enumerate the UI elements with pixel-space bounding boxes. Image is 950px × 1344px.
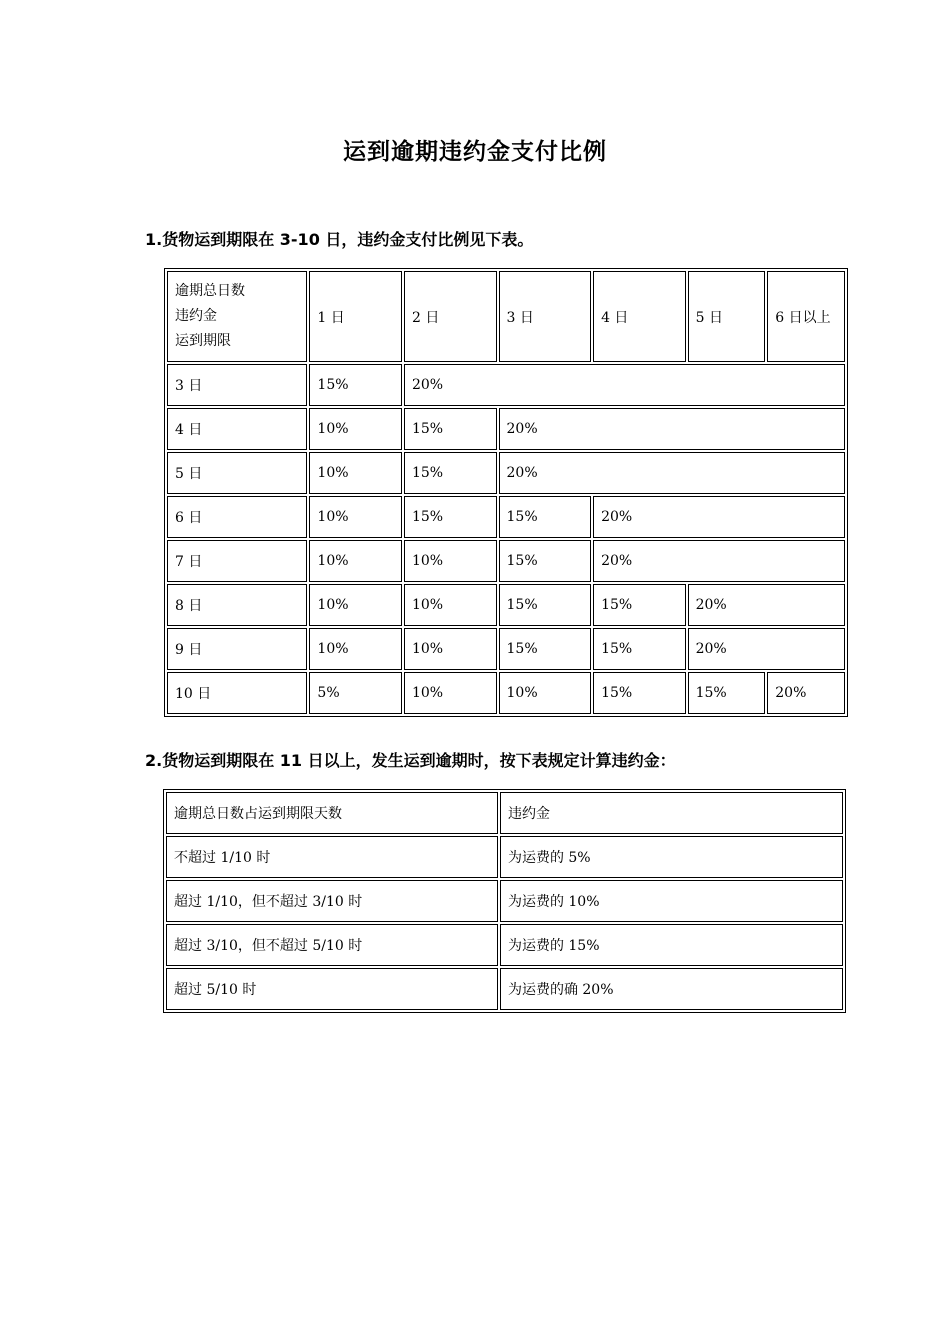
table-cell: 15% [309,364,402,406]
table-cell: 20% [404,364,845,406]
column-header: 6 日以上 [767,271,845,362]
column-header: 4 日 [593,271,686,362]
table-cell: 为运费的 15% [500,924,843,966]
table-row [166,968,843,1010]
row-label: 7 日 [167,540,307,582]
table-cell: 15% [499,540,592,582]
section-1-heading: 1.货物运到期限在 3-10 日，违约金支付比例见下表。 [145,230,534,249]
table-cell: 15% [404,452,497,494]
table-cell: 15% [593,584,686,626]
table-cell: 10% [309,628,402,670]
column-header: 逾期总日数占运到期限天数 [166,792,498,834]
section-2-heading: 2.货物运到期限在 11 日以上，发生运到逾期时，按下表规定计算违约金： [145,751,676,770]
column-header: 5 日 [688,271,766,362]
table-row [167,364,845,406]
table-cell: 15% [499,584,592,626]
table-cell: 5% [309,672,402,714]
row-label: 8 日 [167,584,307,626]
table-cell: 15% [499,628,592,670]
table-cell: 15% [499,496,592,538]
corner-header-delivery-limit: 运到期限 [175,333,231,349]
table-row [167,628,845,670]
table-cell: 15% [593,628,686,670]
table-row [167,408,845,450]
table-cell: 超过 5/10 时 [166,968,498,1010]
table-cell: 20% [767,672,845,714]
corner-header-overdue-days: 逾期总日数 [175,283,245,299]
row-label: 5 日 [167,452,307,494]
table-cell: 15% [688,672,766,714]
column-header: 违约金 [500,792,843,834]
table-cell: 10% [309,584,402,626]
table-cell: 不超过 1/10 时 [166,836,498,878]
row-label: 6 日 [167,496,307,538]
table-cell: 为运费的 5% [500,836,843,878]
table-row [167,452,845,494]
table-row [166,924,843,966]
table-cell: 为运费的 10% [500,880,843,922]
table-cell: 20% [593,496,845,538]
page-title: 运到逾期违约金支付比例 [343,139,607,165]
row-label: 9 日 [167,628,307,670]
table-cell: 10% [404,584,497,626]
table-cell: 15% [593,672,686,714]
table-row [167,672,845,714]
table-row [166,836,843,878]
row-label: 4 日 [167,408,307,450]
table-row [167,584,845,626]
table-cell: 10% [404,672,497,714]
table-cell: 15% [404,496,497,538]
table-row [167,496,845,538]
penalty-table-over-11-days [163,789,846,1013]
table-row [166,880,843,922]
column-header: 2 日 [404,271,497,362]
column-header: 3 日 [499,271,592,362]
table-cell: 超过 1/10，但不超过 3/10 时 [166,880,498,922]
column-header: 1 日 [309,271,402,362]
table-cell: 10% [404,540,497,582]
table-header-row [166,792,843,834]
table-cell: 超过 3/10，但不超过 5/10 时 [166,924,498,966]
table-cell: 20% [593,540,845,582]
table-cell: 10% [309,408,402,450]
table-cell: 20% [499,408,845,450]
corner-header-cell [167,271,307,362]
table-cell: 20% [688,628,845,670]
table-cell: 15% [404,408,497,450]
table-cell: 20% [688,584,845,626]
corner-header-penalty: 违约金 [175,308,217,324]
table-cell: 为运费的确 20% [500,968,843,1010]
table-cell: 10% [499,672,592,714]
row-label: 10 日 [167,672,307,714]
table-cell: 20% [499,452,845,494]
table-cell: 10% [309,496,402,538]
table-cell: 10% [309,452,402,494]
table-cell: 10% [404,628,497,670]
penalty-table-3-10-days [164,268,848,717]
row-label: 3 日 [167,364,307,406]
table-cell: 10% [309,540,402,582]
table-row [167,540,845,582]
table-header-row [167,271,845,362]
